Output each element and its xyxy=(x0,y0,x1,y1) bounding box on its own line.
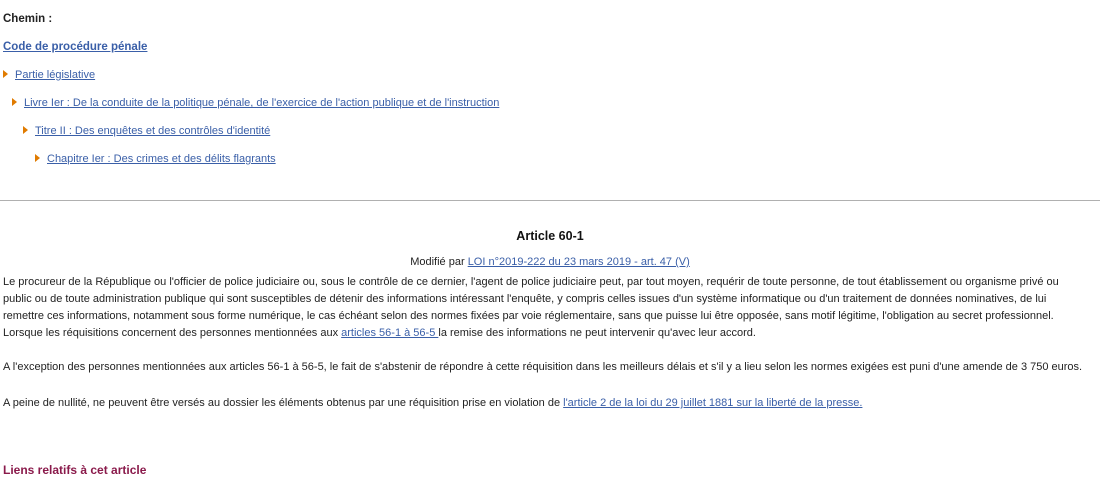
article-title: Article 60-1 xyxy=(516,229,584,243)
section-divider xyxy=(0,200,1100,201)
breadcrumb-link-chapitre[interactable]: Chapitre Ier : Des crimes et des délits flagrants xyxy=(47,153,276,165)
paragraph-1-end: la remise des informations ne peut intervenir qu'avec leur accord. xyxy=(438,327,756,339)
caret-right-icon xyxy=(12,98,17,106)
breadcrumb-item-chapitre xyxy=(35,153,276,165)
breadcrumb-item-partie xyxy=(3,69,95,81)
modification-note xyxy=(0,256,1100,268)
code-link[interactable]: Code de procédure pénale xyxy=(3,41,148,53)
caret-right-icon xyxy=(35,154,40,162)
caret-right-icon xyxy=(23,126,28,134)
article-paragraph-2: A l'exception des personnes mentionnées aux articles 56-1 à 56-5, le fait de s'abstenir de répondre à cette réquisition dans les meilleurs délais et s'il y a lieu selon les normes exigées est puni d'une amende de 3 750 euros. xyxy=(3,361,1083,373)
modification-law-link[interactable]: LOI n°2019-222 du 23 mars 2019 - art. 47 (V) xyxy=(467,256,690,268)
breadcrumb-link-titre[interactable]: Titre II : Des enquêtes et des contrôles d'identité xyxy=(35,125,271,137)
article-paragraph-1 xyxy=(3,274,1089,342)
related-links-title: Liens relatifs à cet article xyxy=(3,463,147,477)
press-law-link[interactable]: l'article 2 de la loi du 29 juillet 1881 sur la liberté de la presse. xyxy=(563,397,863,409)
paragraph-1-text: Le procureur de la République ou l'officier de police judiciaire ou, sous le contrôle de ce dernier, l'agent de police judiciaire peut, par tout moyen, requérir de toute personne, de tout établissement ou organisme privé ou public ou de toute administration publique qui sont susceptibles de détenir des informations intéressant l'enquête, y compris celles issues d'un système informatique ou d'un traitement de données nominatives, de lui remettre ces informations, notamment sous forme numérique, le cas échéant selon des normes fixées par voie réglementaire, sans que puisse lui être opposée, sans motif légitime, l'obligation au secret professionnel. Lorsque les réquisitions concernent des personnes mentionnées aux xyxy=(3,276,1059,339)
article-paragraph-3 xyxy=(3,395,1089,412)
articles-56-link[interactable]: articles 56-1 à 56-5 xyxy=(341,327,439,339)
caret-right-icon xyxy=(3,70,8,78)
modification-prefix: Modifié par xyxy=(410,256,468,268)
breadcrumb-link-livre[interactable]: Livre Ier : De la conduite de la politique pénale, de l'exercice de l'action publique et de l'instruction xyxy=(24,97,500,109)
breadcrumb-item-titre xyxy=(23,125,270,137)
path-label: Chemin : xyxy=(3,13,53,25)
paragraph-3-text: A peine de nullité, ne peuvent être versés au dossier les éléments obtenus par une réquisition prise en violation de xyxy=(3,397,564,409)
breadcrumb-link-partie[interactable]: Partie législative xyxy=(15,69,96,81)
breadcrumb-item-livre xyxy=(12,97,499,109)
